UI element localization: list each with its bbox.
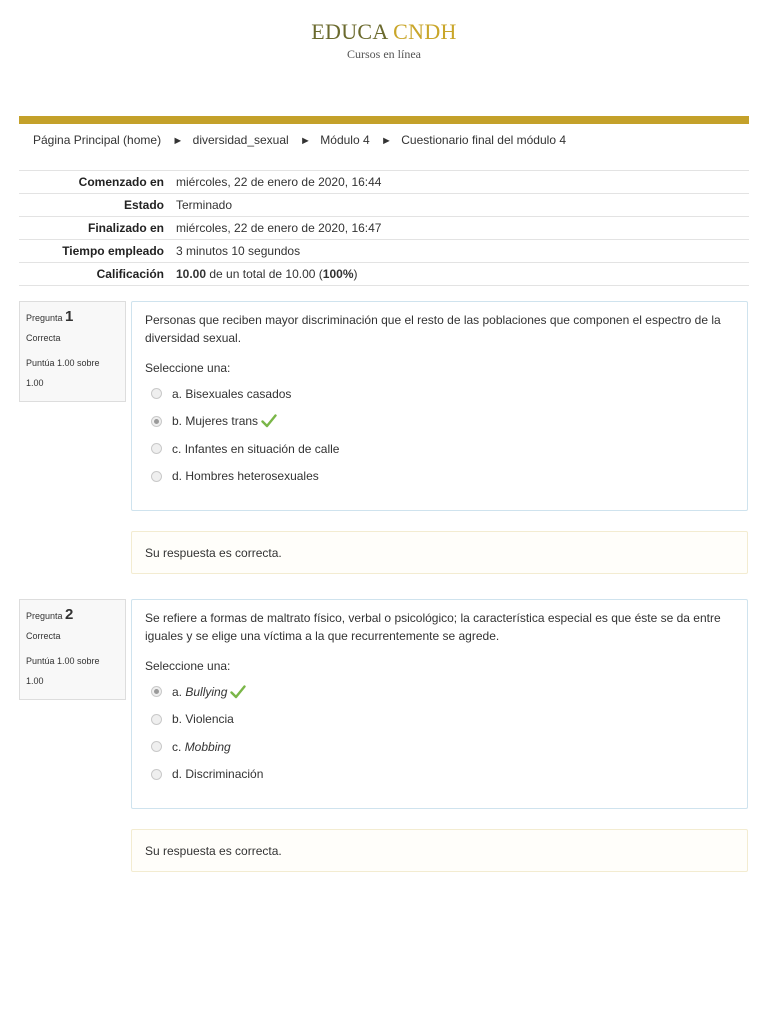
grade-percent: 100% xyxy=(322,267,354,281)
option-text: Hombres heterosexuales xyxy=(185,469,319,484)
option-letter: b. xyxy=(172,712,183,727)
summary-row-finished xyxy=(19,217,749,240)
question-number xyxy=(26,606,119,623)
breadcrumb-module-link[interactable]: Módulo 4 xyxy=(320,133,370,147)
breadcrumb-separator: ► xyxy=(300,135,311,147)
summary-value: 3 minutos 10 segundos xyxy=(176,240,749,263)
radio-button[interactable] xyxy=(151,741,162,752)
grade-close-paren: ) xyxy=(353,267,358,281)
answer-option-d[interactable] xyxy=(145,761,734,789)
option-text: Infantes en situación de calle xyxy=(184,441,340,456)
question-text: Personas que reciben mayor discriminación que el resto de las poblaciones que componen el espectro de la diversidad sexual. xyxy=(145,313,721,345)
question-state: Correcta xyxy=(26,333,61,343)
option-letter: d. xyxy=(172,469,183,484)
question-1-info xyxy=(19,301,126,402)
breadcrumb-home-link[interactable]: Página Principal (home) xyxy=(33,133,162,147)
option-text: Violencia xyxy=(185,712,234,727)
grade-total-text: de un total de 10.00 ( xyxy=(206,267,323,281)
answer-option-d[interactable] xyxy=(145,463,734,491)
question-state: Correcta xyxy=(26,631,61,641)
question-prompt: Seleccione una: xyxy=(145,361,231,375)
brand-name-educa: EDUCA xyxy=(311,19,388,44)
answer-option-a[interactable] xyxy=(145,678,734,706)
radio-button[interactable] xyxy=(151,471,162,482)
question-grade: Puntúa 1.00 sobre 1.00 xyxy=(26,656,100,686)
summary-label: Finalizado en xyxy=(19,217,176,240)
question-label: Pregunta xyxy=(26,611,63,621)
breadcrumb-course-link[interactable]: diversidad_sexual xyxy=(192,133,289,147)
option-letter: b. xyxy=(172,414,183,429)
question-number-value: 1 xyxy=(65,308,74,325)
site-subtitle: Cursos en línea xyxy=(347,47,421,61)
option-letter: a. xyxy=(172,386,183,401)
option-text: Bullying xyxy=(185,684,228,699)
breadcrumb-separator: ► xyxy=(381,135,392,147)
grade-score: 10.00 xyxy=(176,267,207,281)
header-divider-bar xyxy=(19,116,749,124)
question-prompt: Seleccione una: xyxy=(145,659,231,673)
option-text: Mujeres trans xyxy=(185,414,259,429)
answer-options xyxy=(145,678,734,788)
option-letter: a. xyxy=(172,684,183,699)
breadcrumb xyxy=(33,133,566,147)
question-1-content xyxy=(131,301,748,511)
site-logo[interactable] xyxy=(0,18,768,46)
question-2-info xyxy=(19,599,126,700)
question-2-content xyxy=(131,599,748,809)
summary-label: Calificación xyxy=(19,263,176,286)
answer-options xyxy=(145,380,734,490)
question-2-feedback: Su respuesta es correcta. xyxy=(131,829,748,872)
summary-row-grade xyxy=(19,263,749,286)
summary-label: Estado xyxy=(19,194,176,217)
summary-label: Comenzado en xyxy=(19,171,176,194)
option-text: Discriminación xyxy=(185,767,264,782)
radio-button[interactable] xyxy=(151,769,162,780)
summary-value: Terminado xyxy=(176,194,749,217)
summary-row-started xyxy=(19,171,749,194)
breadcrumb-quiz-link[interactable]: Cuestionario final del módulo 4 xyxy=(401,133,566,147)
summary-value xyxy=(176,263,749,286)
site-header xyxy=(0,18,768,62)
summary-row-state xyxy=(19,194,749,217)
radio-button-selected[interactable] xyxy=(151,416,162,427)
answer-option-c[interactable] xyxy=(145,435,734,463)
radio-button[interactable] xyxy=(151,714,162,725)
option-letter: c. xyxy=(172,441,182,456)
breadcrumb-separator: ► xyxy=(172,135,184,147)
question-number xyxy=(26,308,119,325)
radio-button[interactable] xyxy=(151,388,162,399)
answer-option-b[interactable] xyxy=(145,706,734,734)
summary-value: miércoles, 22 de enero de 2020, 16:47 xyxy=(176,217,749,240)
radio-button-selected[interactable] xyxy=(151,686,162,697)
correct-check-icon xyxy=(230,685,246,699)
answer-option-b[interactable] xyxy=(145,408,734,436)
brand-name-cndh: CNDH xyxy=(393,19,457,44)
summary-value: miércoles, 22 de enero de 2020, 16:44 xyxy=(176,171,749,194)
correct-check-icon xyxy=(261,414,277,428)
option-letter: d. xyxy=(172,767,183,782)
radio-button[interactable] xyxy=(151,443,162,454)
answer-option-c[interactable] xyxy=(145,733,734,761)
summary-row-time xyxy=(19,240,749,263)
question-label: Pregunta xyxy=(26,313,63,323)
answer-option-a[interactable] xyxy=(145,380,734,408)
question-grade: Puntúa 1.00 sobre 1.00 xyxy=(26,358,100,388)
summary-label: Tiempo empleado xyxy=(19,240,176,263)
question-number-value: 2 xyxy=(65,606,74,623)
attempt-summary-table xyxy=(19,170,749,286)
option-letter: c. xyxy=(172,739,182,754)
option-text: Bisexuales casados xyxy=(185,386,292,401)
option-text: Mobbing xyxy=(184,739,231,754)
question-1-feedback: Su respuesta es correcta. xyxy=(131,531,748,574)
question-text: Se refiere a formas de maltrato físico, verbal o psicológico; la característica especial es que éste se da entre iguales y se elige una víctima a la que recurrentemente se agrede. xyxy=(145,611,721,643)
